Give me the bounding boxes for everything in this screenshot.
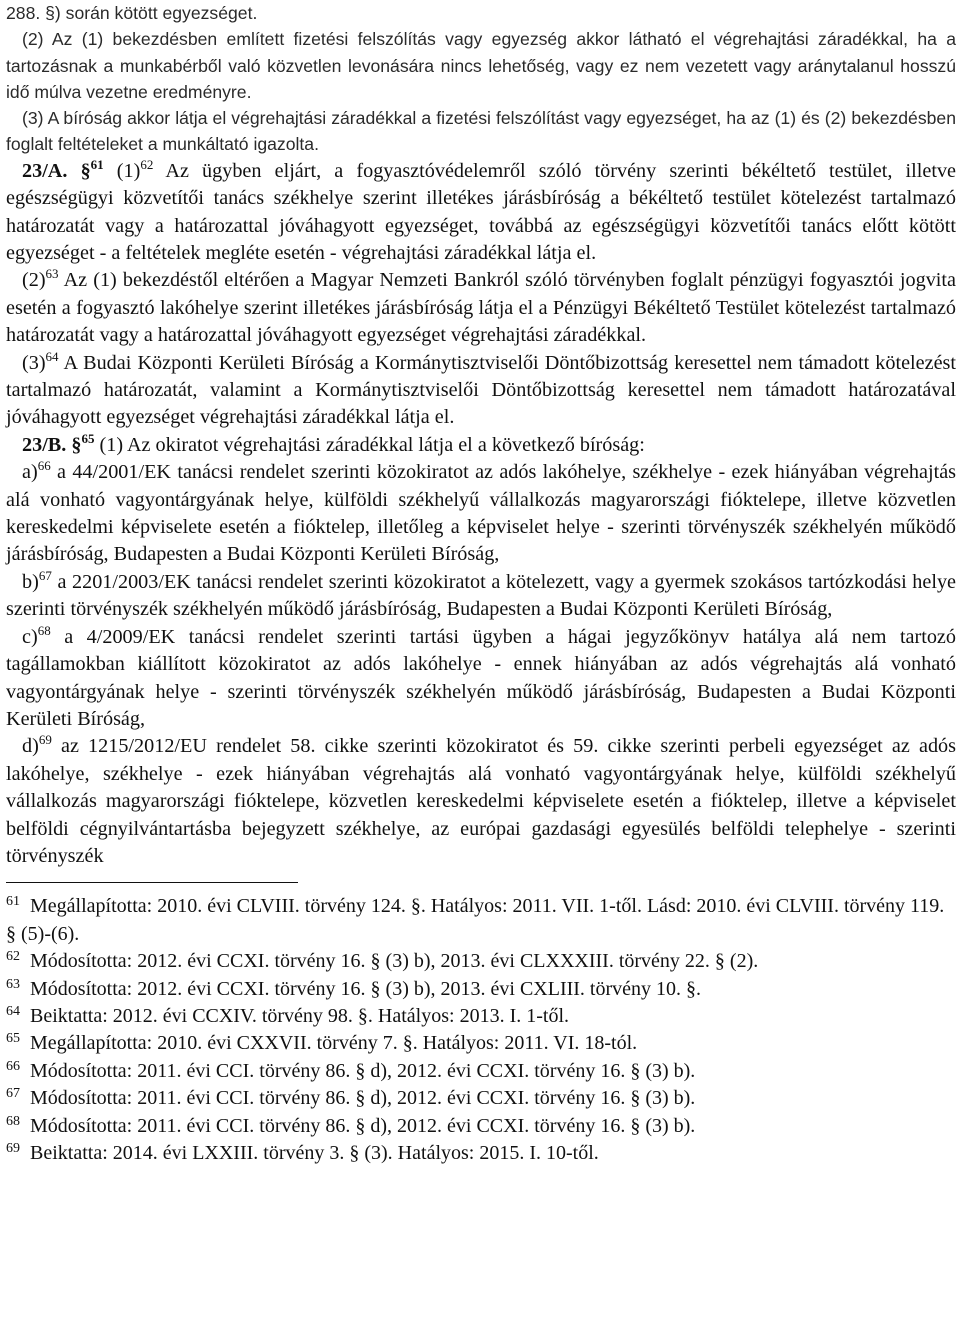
section-text: A Budai Központi Kerületi Bíróság a Kormánytisztviselői Döntőbizottság keresettel nem támadott kötelezést tartalmazó határozatát, valamint a Kormánytisztviselői Döntőbizottság keresettel nem támadott határozatával jóváhagyott egyezséget végrehajtási záradékkal látja el. xyxy=(6,351,956,429)
point-text: az 1215/2012/EU rendelet 58. cikke szerinti közokiratot és 59. cikke szerinti perbeli egyezséget az adós lakóhelye, székhelye - ezek hiányában végrehajtás alá vonható vagyontárgyának helye, külföldi székhelyű vállalkozás magyarországi fióktelepe, közvetlen kereskedelmi képviselete esetén a fióktelep, illetve a képviselet belföldi cégnyilvántartásba bejegyzett székhelye, az európai gazdasági egyesülés belföldi telephelye - szerinti törvényszék xyxy=(6,735,956,867)
footnotes xyxy=(6,893,956,1167)
section-23a-para-1 xyxy=(6,158,956,268)
footnote-text: Megállapította: 2010. évi CXXVII. törvény 7. §. Hatályos: 2011. VI. 18-tól. xyxy=(30,1032,638,1055)
section-label: 23/A. xyxy=(22,159,68,182)
subsection-number: (2) xyxy=(22,269,46,292)
footnote-text: Módosította: 2011. évi CCI. törvény 86. § d), 2012. évi CCXI. törvény 16. § (3) b). xyxy=(30,1087,696,1110)
footnote-text: Megállapította: 2010. évi CLVIII. törvény 124. §. Hatályos: 2011. VII. 1-től. Lásd: 2010. évi CLVIII. törvény 119. § (5)-(6). xyxy=(6,895,945,945)
section-text: Az (1) bekezdéstől eltérően a Magyar Nemzeti Bankról szóló törvényben foglalt pénzügyi fogyasztói jogvita esetén a fogyasztó lakóhelye szerint illetékes járásbíróság látja el a Pénzügyi Békéltető Testület kötelezést tartalmazó határozatát vagy a határozattal jóváhagyott egyezséget végrehajtási záradékkal. xyxy=(6,269,956,347)
footnote-item: 69 Beiktatta: 2014. évi LXXIII. törvény 3. § (3). Hatályos: 2015. I. 10-től. xyxy=(6,1141,599,1164)
footnote-ref: 68 xyxy=(37,622,51,638)
point-c xyxy=(6,624,956,734)
point-d xyxy=(6,733,956,870)
footnote-item: 66 Módosította: 2011. évi CCI. törvény 86. § d), 2012. évi CCXI. törvény 16. § (3) b). xyxy=(6,1058,696,1082)
footnote-ref: 63 xyxy=(45,266,59,282)
footnote-item: 65 Megállapította: 2010. évi CXXVII. törvény 7. §. Hatályos: 2011. VI. 18-tól. xyxy=(6,1031,638,1055)
section-23a-para-3 xyxy=(6,350,956,432)
point-label: a) xyxy=(22,461,38,484)
footnote-ref: 69 xyxy=(38,732,52,748)
footnote-item: 68 Módosította: 2011. évi CCI. törvény 86. § d), 2012. évi CCXI. törvény 16. § (3) b). xyxy=(6,1113,696,1137)
footnote-text: Beiktatta: 2014. évi LXXIII. törvény 3. § (3). Hatályos: 2015. I. 10-től. xyxy=(30,1142,599,1164)
section-23a-para-2 xyxy=(6,267,956,349)
section-sign: § xyxy=(80,159,91,182)
subsection-number: (1) xyxy=(116,159,141,182)
footnote-item: 64 Beiktatta: 2012. évi CCXIV. törvény 98. §. Hatályos: 2013. I. 1-től. xyxy=(6,1003,570,1027)
point-text: a 44/2001/EK tanácsi rendelet szerinti közokiratot az adós lakóhelye, székhelye - ezek hiányában végrehajtás alá vonható vagyontárgyának helye, külföldi székhelyű vállalkozás magyarországi fióktelepe, illetve közvetlen kereskedelmi képviselete esetén a fióktelep, illetőleg a képviselet helye - szerinti törvényszék székhelyén működő járásbíróság, Budapesten a Budai Központi Kerületi Bíróság, xyxy=(6,461,957,566)
paragraph-2: (2) Az (1) bekezdésben említett fizetési felszólítás vagy egyezség akkor látható el végrehajtási záradékkal, ha a tartozásnak a munkabérből való közvetlen levonására nincs lehetőség, vagy ez nem vezetett vagy aránytalanul hosszú idő múlva vezetne eredményre. xyxy=(6,29,956,102)
subsection-number: (3) xyxy=(22,351,46,374)
footnote-text: Módosította: 2012. évi CCXI. törvény 16. § (3) b), 2013. évi CXLIII. törvény 10. §. xyxy=(30,977,702,1000)
footnote-ref: 64 xyxy=(45,348,59,364)
text-line-continuation: 288. §) során kötött egyezséget. xyxy=(6,3,258,23)
footnote-item: 61 Megállapította: 2010. évi CLVIII. törvény 124. §. Hatályos: 2011. VII. 1-től. Lásd: 2010. évi CLVIII. törvény 119. § (5)-(6). xyxy=(6,894,945,945)
footnote-ref: 61 xyxy=(90,156,104,172)
footnote-text: Beiktatta: 2012. évi CCXIV. törvény 98. §. Hatályos: 2013. I. 1-től. xyxy=(30,1004,570,1027)
footnote-item: 62 Módosította: 2012. évi CCXI. törvény 16. § (3) b), 2013. évi CLXXXIII. törvény 22. § (2). xyxy=(6,949,759,973)
point-a xyxy=(6,459,956,569)
section-text: Az ügyben eljárt, a fogyasztóvédelemről szóló törvény szerinti békéltető testület, illetve egészségügyi közvetítői tanács székhelye szerint illetékes járásbíróság a békéltető testület kötelezést tartalmazó határozatát vagy a határozattal jóváhagyott egyezséget, továbbá az egészségügyi közvetítői tanács előtt kötött egyezséget - a feltételek megléte esetén - végrehajtási záradékkal látja el. xyxy=(6,159,956,264)
section-23b-intro xyxy=(6,432,956,459)
point-label: c) xyxy=(22,625,38,648)
footnote-item: 67 Módosította: 2011. évi CCI. törvény 86. § d), 2012. évi CCXI. törvény 16. § (3) b). xyxy=(6,1086,696,1110)
section-sign: § xyxy=(71,433,82,456)
footnote-ref: 62 xyxy=(140,156,154,172)
footnote-item: 63 Módosította: 2012. évi CCXI. törvény 16. § (3) b), 2013. évi CXLIII. törvény 10. §. xyxy=(6,976,702,1000)
document-page xyxy=(6,0,956,1167)
point-label: d) xyxy=(22,735,39,758)
section-label: 23/B. xyxy=(22,433,67,456)
footnote-separator xyxy=(6,882,298,883)
footnote-ref: 66 xyxy=(37,458,51,474)
point-label: b) xyxy=(22,570,39,593)
footnote-ref: 65 xyxy=(81,430,95,446)
footnote-ref: 67 xyxy=(38,567,52,583)
section-text: (1) Az okiratot végrehajtási záradékkal látja el a következő bíróság: xyxy=(99,433,645,456)
paragraph-3: (3) A bíróság akkor látja el végrehajtási záradékkal a fizetési felszólítást vagy egyezséget, ha az (1) és (2) bekezdésben foglalt feltételeket a munkáltató igazolta. xyxy=(6,108,956,155)
footnote-text: Módosította: 2011. évi CCI. törvény 86. § d), 2012. évi CCXI. törvény 16. § (3) b). xyxy=(30,1059,696,1082)
point-text: a 4/2009/EK tanácsi rendelet szerinti tartási ügyben a hágai jegyzőkönyv hatálya alá nem tartozó tagállamokban kiállított közokiratot az adós lakóhelye - ennek hiányában az adós végrehajtás alá vonható vagyontárgyának helye - szerinti törvényszék székhelyén működő járásbíróság, Budapesten a Budai Központi Kerületi Bíróság, xyxy=(6,625,956,730)
footnote-text: Módosította: 2011. évi CCI. törvény 86. § d), 2012. évi CCXI. törvény 16. § (3) b). xyxy=(30,1114,696,1137)
footnote-text: Módosította: 2012. évi CCXI. törvény 16. § (3) b), 2013. évi CLXXXIII. törvény 22. § (2). xyxy=(30,950,759,973)
point-text: a 2201/2003/EK tanácsi rendelet szerinti közokiratot a kötelezett, vagy a gyermek szokásos tartózkodási helye szerinti törvényszék székhelyén működő járásbíróság, Budapesten a Budai Központi Kerületi Bíróság, xyxy=(6,570,956,621)
point-b xyxy=(6,569,956,624)
